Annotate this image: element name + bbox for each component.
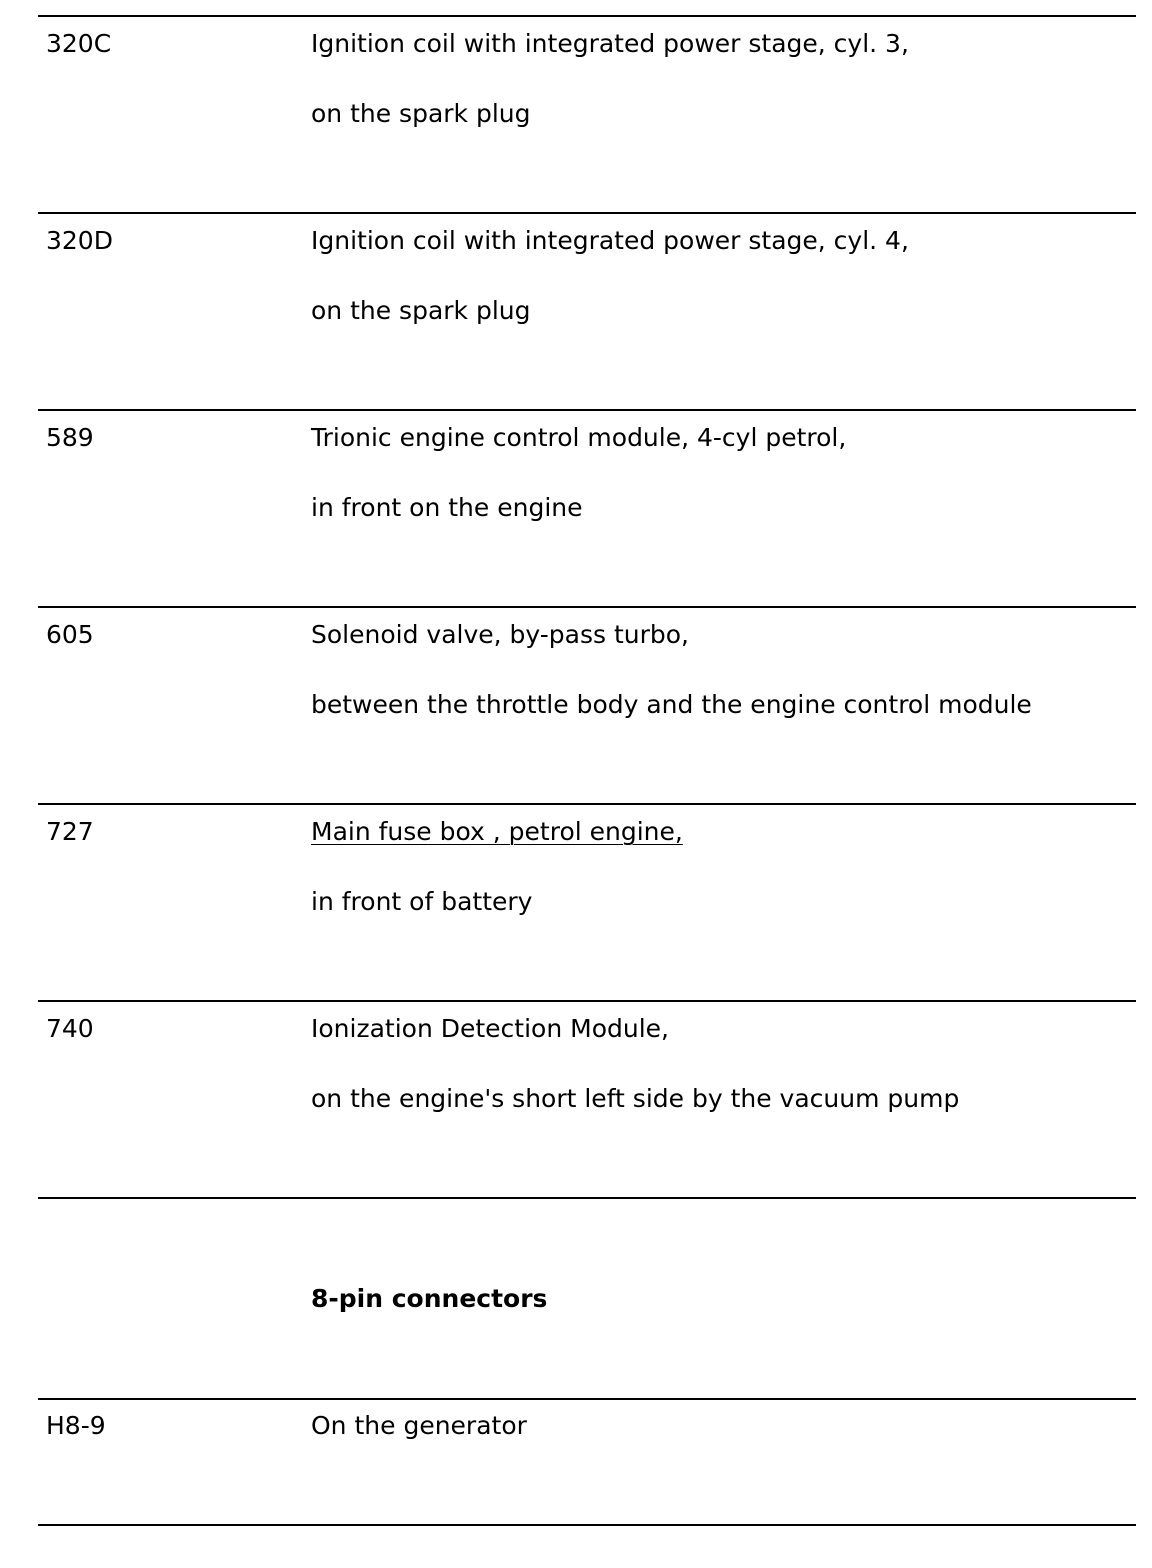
component-code: 589 (46, 423, 94, 452)
component-name-link[interactable]: Main fuse box , petrol engine, (311, 817, 683, 846)
component-name: Ignition coil with integrated power stage, cyl. 3, (311, 29, 909, 58)
table-divider (38, 803, 1136, 805)
component-location: in front on the engine (311, 493, 583, 522)
table-divider (38, 1398, 1136, 1400)
component-location: on the engine's short left side by the vacuum pump (311, 1084, 960, 1113)
table-divider (38, 409, 1136, 411)
table-divider (38, 606, 1136, 608)
table-divider (38, 212, 1136, 214)
component-location: on the spark plug (311, 296, 531, 325)
table-divider (38, 15, 1136, 17)
component-name: Ignition coil with integrated power stage, cyl. 4, (311, 226, 909, 255)
connector-code: H8-9 (46, 1411, 106, 1440)
component-name: Solenoid valve, by-pass turbo, (311, 620, 689, 649)
component-name: Trionic engine control module, 4-cyl petrol, (311, 423, 847, 452)
component-code: 320D (46, 226, 113, 255)
table-divider (38, 1197, 1136, 1199)
component-name: Ionization Detection Module, (311, 1014, 669, 1043)
section-heading: 8-pin connectors (311, 1284, 548, 1313)
table-divider (38, 1524, 1136, 1526)
component-location: in front of battery (311, 887, 533, 916)
component-location: on the spark plug (311, 99, 531, 128)
table-divider (38, 1000, 1136, 1002)
connector-location: On the generator (311, 1411, 527, 1440)
component-location: between the throttle body and the engine control module (311, 690, 1032, 719)
component-code: 320C (46, 29, 112, 58)
component-code: 605 (46, 620, 94, 649)
component-code: 727 (46, 817, 94, 846)
component-code: 740 (46, 1014, 94, 1043)
